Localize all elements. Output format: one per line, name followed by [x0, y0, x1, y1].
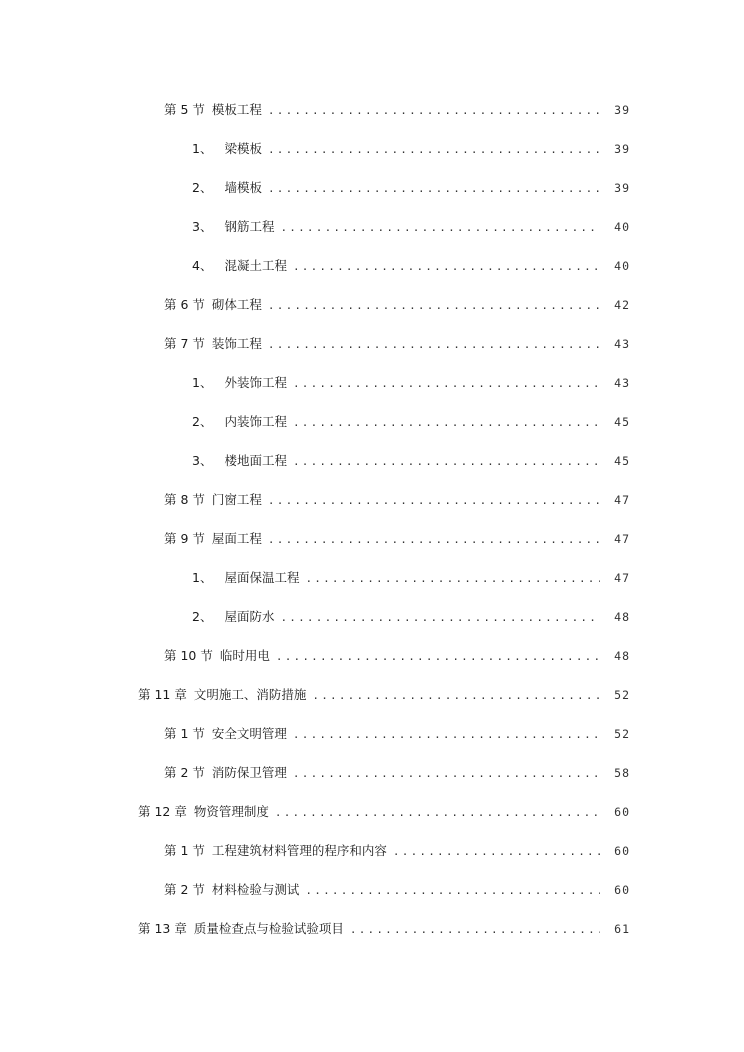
toc-entry[interactable] — [0, 139, 744, 159]
dot-leader — [268, 530, 600, 550]
dot-leader — [268, 140, 600, 160]
toc-entry-title: 墙模板 — [224, 180, 262, 195]
toc-entry-number: 2、 — [192, 414, 213, 429]
toc-entry-label — [138, 802, 269, 822]
toc-entry-number: 第 11 章 — [138, 687, 187, 702]
toc-entry-title: 消防保卫管理 — [211, 765, 287, 780]
toc-entry-label — [164, 295, 262, 315]
toc-entry[interactable] — [0, 412, 744, 432]
toc-entry[interactable] — [0, 607, 744, 627]
toc-entry-label — [192, 178, 262, 198]
toc-entry-title: 模板工程 — [211, 102, 262, 117]
toc-entry-label — [164, 724, 287, 744]
toc-entry-page: 45 — [614, 415, 630, 429]
toc-entry-title: 梁模板 — [224, 141, 262, 156]
dot-leader — [350, 920, 600, 940]
toc-entry-number: 第 10 节 — [164, 648, 213, 663]
dot-leader — [276, 647, 600, 667]
dot-leader — [293, 413, 600, 433]
toc-entry-number: 2、 — [192, 609, 213, 624]
dot-leader — [293, 764, 600, 784]
dot-leader — [293, 257, 600, 277]
toc-entry-page: 60 — [614, 844, 630, 858]
toc-entry-label — [164, 334, 262, 354]
toc-entry-label — [164, 100, 262, 120]
toc-entry-number: 1、 — [192, 141, 213, 156]
toc-entry[interactable] — [0, 568, 744, 588]
dot-leader — [312, 686, 600, 706]
toc-entry[interactable] — [0, 763, 744, 783]
toc-entry-page: 60 — [614, 805, 630, 819]
toc-entry-title: 屋面工程 — [211, 531, 262, 546]
toc-entry[interactable] — [0, 490, 744, 510]
toc-entry-number: 第 2 节 — [164, 765, 205, 780]
toc-entry-number: 第 1 节 — [164, 843, 205, 858]
toc-entry[interactable] — [0, 100, 744, 120]
toc-entry-page: 58 — [614, 766, 630, 780]
dot-leader — [305, 881, 600, 901]
toc-entry-page: 61 — [614, 922, 630, 936]
toc-entry-number: 第 12 章 — [138, 804, 187, 819]
toc-entry[interactable] — [0, 919, 744, 939]
toc-entry-page: 40 — [614, 220, 630, 234]
toc-entry-page: 40 — [614, 259, 630, 273]
dot-leader — [305, 569, 600, 589]
toc-entry-title: 砌体工程 — [211, 297, 262, 312]
toc-entry-number: 2、 — [192, 180, 213, 195]
dot-leader — [268, 335, 600, 355]
toc-entry-number: 第 8 节 — [164, 492, 205, 507]
toc-entry-number: 3、 — [192, 219, 213, 234]
toc-entry-page: 52 — [614, 727, 630, 741]
toc-entry-page: 48 — [614, 610, 630, 624]
toc-entry-page: 43 — [614, 337, 630, 351]
dot-leader — [268, 296, 600, 316]
toc-entry[interactable] — [0, 334, 744, 354]
toc-entry-number: 第 9 节 — [164, 531, 205, 546]
toc-entry[interactable] — [0, 724, 744, 744]
toc-entry[interactable] — [0, 880, 744, 900]
dot-leader — [268, 491, 600, 511]
toc-entry-page: 60 — [614, 883, 630, 897]
toc-entry-label — [192, 607, 274, 627]
dot-leader — [268, 101, 600, 121]
toc-entry[interactable] — [0, 841, 744, 861]
toc-entry[interactable] — [0, 529, 744, 549]
dot-leader — [393, 842, 600, 862]
toc-entry-title: 临时用电 — [219, 648, 270, 663]
toc-entry-number: 第 1 节 — [164, 726, 205, 741]
toc-entry-title: 文明施工、消防措施 — [193, 687, 307, 702]
toc-entry-label — [192, 139, 262, 159]
toc-entry-number: 4、 — [192, 258, 213, 273]
toc-entry-title: 屋面保温工程 — [224, 570, 300, 585]
toc-entry-page: 39 — [614, 103, 630, 117]
toc-entry-label — [164, 841, 387, 861]
toc-entry[interactable] — [0, 373, 744, 393]
toc-entry-title: 工程建筑材料管理的程序和内容 — [211, 843, 387, 858]
toc-entry-page: 39 — [614, 181, 630, 195]
dot-leader — [293, 452, 600, 472]
toc-entry-label — [164, 529, 262, 549]
toc-entry-page: 52 — [614, 688, 630, 702]
toc-entry-label — [192, 373, 287, 393]
toc-entry-label — [164, 880, 299, 900]
toc-entry-title: 楼地面工程 — [224, 453, 287, 468]
toc-entry-label — [192, 412, 287, 432]
toc-entry-title: 外装饰工程 — [224, 375, 287, 390]
dot-leader — [275, 803, 600, 823]
toc-entry[interactable] — [0, 802, 744, 822]
toc-entry-title: 内装饰工程 — [224, 414, 287, 429]
toc-entry-title: 材料检验与测试 — [211, 882, 300, 897]
toc-entry[interactable] — [0, 256, 744, 276]
toc-entry-page: 47 — [614, 571, 630, 585]
toc-entry-title: 物资管理制度 — [193, 804, 269, 819]
toc-entry-label — [192, 217, 274, 237]
toc-entry-number: 第 6 节 — [164, 297, 205, 312]
toc-entry-title: 装饰工程 — [211, 336, 262, 351]
toc-entry-number: 第 13 章 — [138, 921, 187, 936]
toc-entry-page: 45 — [614, 454, 630, 468]
toc-entry-title: 门窗工程 — [211, 492, 262, 507]
toc-entry-number: 1、 — [192, 570, 213, 585]
toc-entry-title: 屋面防水 — [224, 609, 275, 624]
toc-entry-label — [138, 919, 344, 939]
toc-entry-title: 混凝土工程 — [224, 258, 287, 273]
toc-entry[interactable] — [0, 178, 744, 198]
toc-entry-page: 43 — [614, 376, 630, 390]
toc-entry-page: 42 — [614, 298, 630, 312]
toc-entry-title: 钢筋工程 — [224, 219, 275, 234]
toc-entry-number: 3、 — [192, 453, 213, 468]
toc-entry[interactable] — [0, 451, 744, 471]
toc-entry-title: 质量检查点与检验试验项目 — [193, 921, 344, 936]
dot-leader — [280, 218, 600, 238]
toc-entry-label — [192, 256, 287, 276]
toc-entry[interactable] — [0, 685, 744, 705]
toc-entry-label — [192, 568, 299, 588]
toc-entry-label — [138, 685, 306, 705]
dot-leader — [293, 725, 600, 745]
toc-entry[interactable] — [0, 217, 744, 237]
toc-entry-number: 第 5 节 — [164, 102, 205, 117]
toc-entry-label — [192, 451, 287, 471]
dot-leader — [268, 179, 600, 199]
toc-entry-page: 39 — [614, 142, 630, 156]
toc-entry-label — [164, 490, 262, 510]
toc-entry-number: 1、 — [192, 375, 213, 390]
toc-entry[interactable] — [0, 295, 744, 315]
toc-entry-number: 第 2 节 — [164, 882, 205, 897]
dot-leader — [280, 608, 600, 628]
toc-entry-label — [164, 646, 270, 666]
toc-entry[interactable] — [0, 646, 744, 666]
dot-leader — [293, 374, 600, 394]
toc-entry-page: 47 — [614, 493, 630, 507]
toc-entry-number: 第 7 节 — [164, 336, 205, 351]
toc-entry-page: 47 — [614, 532, 630, 546]
toc-entry-label — [164, 763, 287, 783]
toc-entry-title: 安全文明管理 — [211, 726, 287, 741]
toc-entry-page: 48 — [614, 649, 630, 663]
